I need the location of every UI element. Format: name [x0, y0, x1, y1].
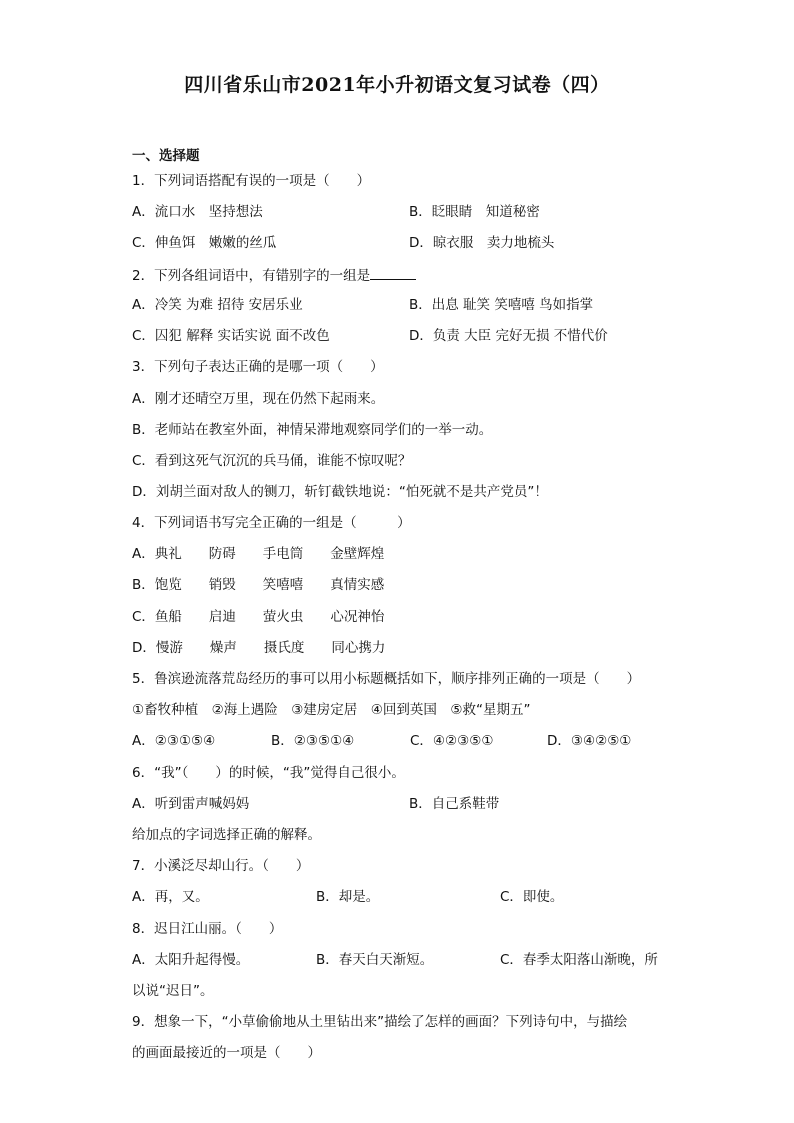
answer-blank: [370, 265, 416, 280]
q5-option-b: B．②③⑤①④: [271, 733, 355, 749]
page-title: 四川省乐山市2021年小升初语文复习试卷（四）: [184, 74, 610, 96]
question-4-stem: 4．下列词语书写完全正确的一组是（ ）: [132, 515, 411, 531]
q1-option-a: A．流口水 坚持想法: [132, 204, 263, 220]
q7-option-a: A．再，又。: [132, 889, 209, 905]
q5-option-c: C．④②③⑤①: [410, 733, 494, 749]
q2-option-b: B．出息 耻笑 笑嘻嘻 鸟如指掌: [409, 297, 594, 313]
question-3-stem: 3．下列句子表达正确的是哪一项（ ）: [132, 359, 384, 375]
q1-option-row-2: [132, 234, 555, 252]
q2-option-row-2: [132, 327, 608, 345]
q2-option-d: D．负责 大臣 完好无损 不惜代价: [409, 328, 608, 344]
q8-option-c-continued: 以说“迟日”。: [132, 983, 214, 999]
q2-option-row-1: [132, 296, 594, 314]
q2-stem-text: 2．下列各组词语中，有错别字的一组是: [132, 268, 371, 284]
question-5-stem: 5．鲁滨逊流落荒岛经历的事可以用小标题概括如下，顺序排列正确的一项是（ ）: [132, 671, 641, 687]
q6-option-b: B．自己系鞋带: [409, 796, 500, 812]
q8-option-c: C．春季太阳落山渐晚，所: [500, 952, 658, 968]
q7-option-c: C．即使。: [500, 889, 564, 905]
q8-option-a: A．太阳升起得慢。: [132, 952, 250, 968]
q1-option-b: B．眨眼睛 知道秘密: [409, 204, 540, 220]
question-7-stem: 7．小溪泛尽却山行。（ ）: [132, 858, 310, 874]
q5-option-a: A．②③①⑤④: [132, 733, 216, 749]
question-9-stem-line-2: 的画面最接近的一项是（ ）: [132, 1045, 321, 1061]
q3-option-d: D．刘胡兰面对敌人的铡刀，斩钉截铁地说：“怕死就不是共产党员”！: [132, 484, 548, 500]
q6-option-row: [132, 795, 500, 813]
q2-option-a: A．冷笑 为难 招待 安居乐业: [132, 297, 303, 313]
q3-option-b: B．老师站在教室外面，神情呆滞地观察同学们的一举一动。: [132, 422, 493, 438]
question-9-stem-line-1: 9．想象一下，“小草偷偷地从土里钻出来”描绘了怎样的画面？下列诗句中，与描绘: [132, 1014, 628, 1030]
q3-option-a: A．刚才还晴空万里，现在仍然下起雨来。: [132, 391, 385, 407]
question-1-stem: 1．下列词语搭配有误的一项是（ ）: [132, 173, 371, 189]
question-8-stem: 8．迟日江山丽。（ ）: [132, 921, 283, 937]
q7-option-b: B．却是。: [316, 889, 380, 905]
q4-option-b: B．饱览 销毁 笑嘻嘻 真情实感: [132, 577, 385, 593]
q2-option-c: C．囚犯 解释 实话实说 面不改色: [132, 328, 330, 344]
q6-option-a: A．听到雷声喊妈妈: [132, 796, 250, 812]
instruction-text: 给加点的字词选择正确的解释。: [132, 827, 321, 843]
q1-option-d: D．晾衣服 卖力地梳头: [409, 235, 555, 251]
q4-option-d: D．慢游 燥声 摄氏度 同心携力: [132, 640, 386, 656]
q1-option-c: C．伸鱼饵 嫩嫩的丝瓜: [132, 235, 277, 251]
q8-option-b: B．春天白天渐短。: [316, 952, 434, 968]
section-heading: 一、选择题: [132, 148, 200, 164]
q3-option-c: C．看到这死气沉沉的兵马俑，谁能不惊叹呢？: [132, 453, 412, 469]
q5-option-d: D．③④②⑤①: [547, 733, 632, 749]
q5-items: ①畜牧种植 ②海上遇险 ③建房定居 ④回到英国 ⑤救“星期五”: [132, 702, 531, 718]
q1-option-row-1: [132, 203, 540, 221]
question-2-stem: [132, 265, 416, 285]
q4-option-c: C．鱼船 启迪 萤火虫 心况神怡: [132, 609, 385, 625]
question-6-stem: 6．“我”（ ）的时候，“我”觉得自己很小。: [132, 765, 405, 781]
q4-option-a: A．典礼 防碍 手电筒 金壁辉煌: [132, 546, 385, 562]
